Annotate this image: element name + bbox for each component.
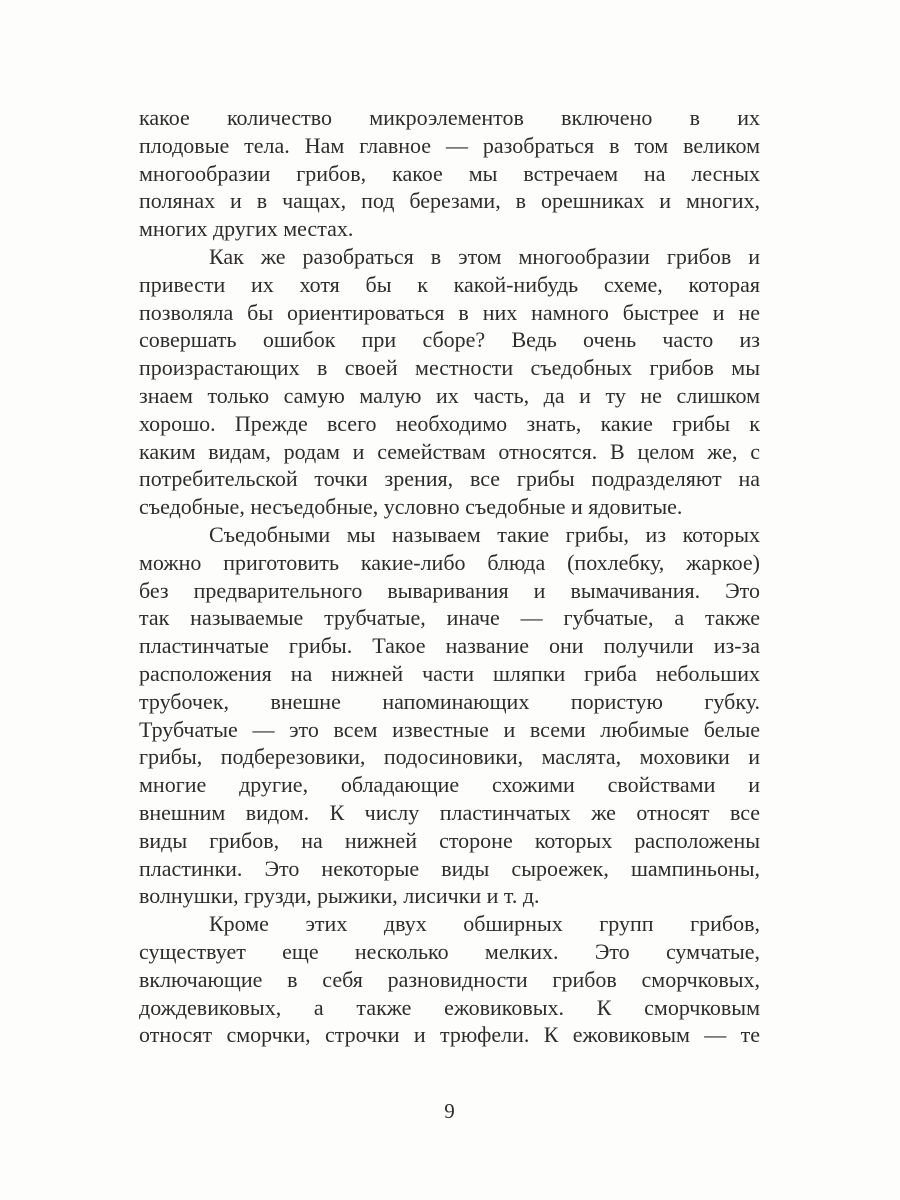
text-line: пластинки. Это некоторые виды сыроежек, шампиньоны,	[139, 855, 760, 881]
text-line: хорошо. Прежде всего необходимо знать, какие грибы к	[139, 410, 760, 436]
text-line: произрастающих в своей местности съедобных грибов мы	[139, 355, 760, 381]
text-line: Съедобными мы называем такие грибы, из которых	[209, 521, 760, 547]
text-line: каким видам, родам и семействам относятся. В целом же, с	[139, 438, 760, 464]
text-line: Кроме этих двух обширных групп грибов,	[209, 911, 760, 937]
text-line: виды грибов, на нижней стороне которых расположены	[139, 827, 760, 853]
text-line: привести их хотя бы к какой-нибудь схеме, которая	[139, 271, 760, 297]
text-line: относят сморчки, строчки и трюфели. К ежовиковым — те	[139, 1022, 760, 1048]
text-line: так называемые трубчатые, иначе — губчатые, а также	[139, 605, 760, 631]
text-line: расположения на нижней части шляпки гриба небольших	[139, 660, 760, 686]
text-line: грибы, подберезовики, подосиновики, маслята, моховики и	[139, 744, 760, 770]
text-line: полянах и в чащах, под березами, в орешниках и многих,	[139, 188, 760, 214]
text-line: без предварительного вываривания и вымачивания. Это	[139, 577, 760, 603]
text-line: знаем только самую малую их часть, да и ту не слишком	[139, 382, 760, 408]
text-line: совершать ошибок при сборе? Ведь очень часто из	[139, 327, 760, 353]
text-line: внешним видом. К числу пластинчатых же относят все	[139, 799, 760, 825]
text-line: съедобные, несъедобные, условно съедобные и ядовитые.	[139, 494, 683, 520]
text-line: включающие в себя разновидности грибов сморчковых,	[139, 966, 760, 992]
text-line: потребительской точки зрения, все грибы подразделяют на	[139, 466, 760, 492]
text-line: позволяла бы ориентироваться в них намного быстрее и не	[139, 299, 760, 325]
text-line: волнушки, грузди, рыжики, лисички и т. д.	[139, 883, 540, 909]
text-line: многообразии грибов, какое мы встречаем на лесных	[139, 160, 760, 186]
text-line: пластинчатые грибы. Такое название они получили из-за	[139, 633, 760, 659]
text-column	[139, 104, 760, 1049]
text-line: трубочек, внешне напоминающих пористую губку.	[139, 688, 760, 714]
text-line: можно приготовить какие-либо блюда (похлебку, жаркое)	[139, 549, 760, 575]
page-number: 9	[444, 1099, 455, 1123]
text-line: многих других местах.	[139, 216, 354, 242]
text-line: Как же разобраться в этом многообразии грибов и	[209, 243, 760, 269]
text-line: плодовые тела. Нам главное — разобраться в том великом	[139, 132, 760, 158]
text-line: какое количество микроэлементов включено в их	[139, 105, 760, 130]
text-line: существует еще несколько мелких. Это сумчатые,	[139, 938, 760, 964]
text-line: Трубчатые — это всем известные и всеми любимые белые	[139, 716, 760, 742]
text-line: многие другие, обладающие схожими свойствами и	[139, 772, 760, 798]
text-line: дождевиковых, а также ежовиковых. К сморчковым	[139, 994, 760, 1020]
